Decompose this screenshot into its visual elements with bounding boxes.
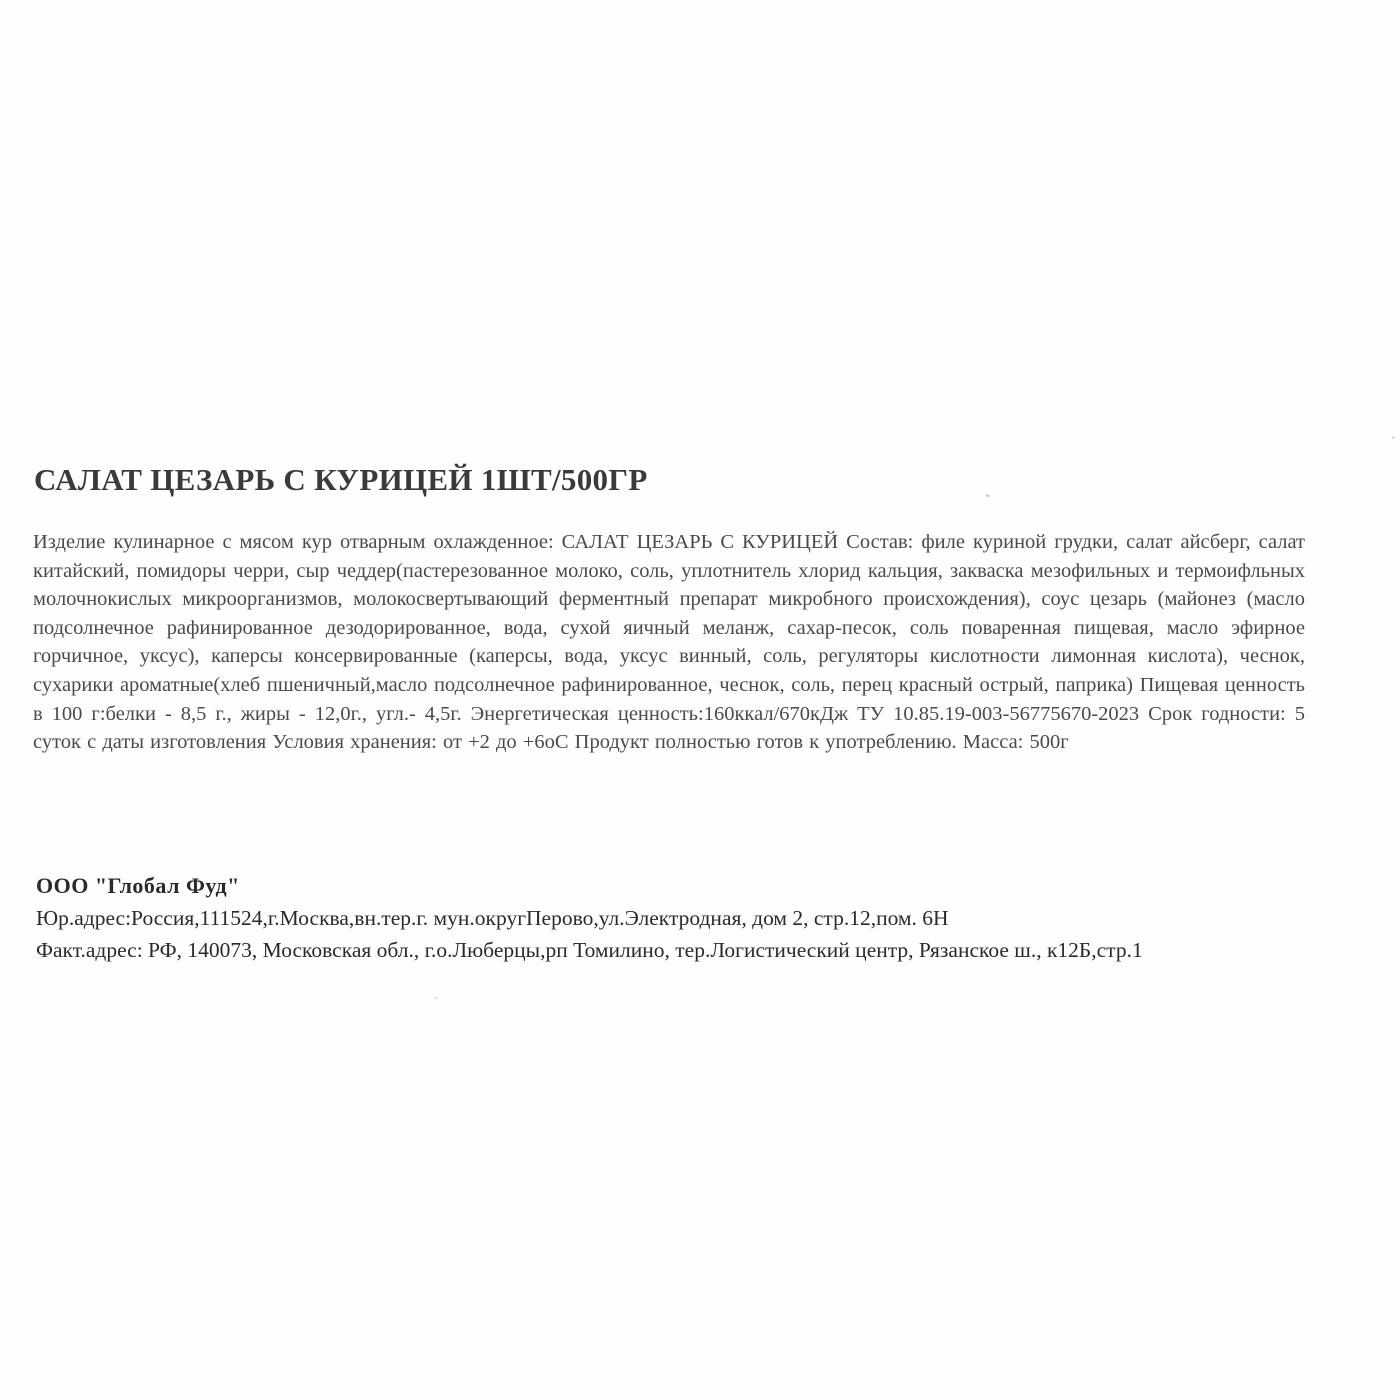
manufacturer-block xyxy=(36,870,1381,966)
manufacturer-name: ООО "Глобал Фуд" xyxy=(36,873,240,898)
print-speck xyxy=(1392,436,1395,439)
print-speck xyxy=(434,996,437,999)
product-title: САЛАТ ЦЕЗАРЬ С КУРИЦЕЙ 1ШТ/500ГР xyxy=(34,462,648,497)
print-speck xyxy=(986,494,989,497)
actual-address: Факт.адрес: РФ, 140073, Московская обл., г.о.Люберцы,рп Томилино, тер.Логистический центр, Рязанское ш., к12Б,стр.1 xyxy=(36,938,1143,962)
legal-address: Юр.адрес:Россия,111524,г.Москва,вн.тер.г. мун.округПерово,ул.Электродная, дом 2, стр.12,пом. 6Н xyxy=(36,906,949,930)
product-description: Изделие кулинарное с мясом кур отварным охлажденное: САЛАТ ЦЕЗАРЬ С КУРИЦЕЙ Состав: филе куриной грудки, салат айсберг, салат китайский, помидоры черри, сыр чеддер(пастерезованное молоко, соль, уплотнитель хлорид кальция, закваска мезофильных и термоифльных молочнокислых микроорганизмов, молокосвертывающий ферментный препарат микробного происхождения), соус цезарь (майонез (масло подсолнечное рафинированное дезодорированное, вода, сухой яичный меланж, сахар-песок, соль поваренная пищевая, масло эфирное горчичное, уксус), каперсы консервированные (каперсы, вода, уксус винный, соль, регуляторы кислотности лимонная кислота), чеснок, сухарики ароматные(хлеб пшеничный,масло подсолнечное рафинированное, чеснок, соль, перец красный острый, паприка) Пищевая ценность в 100 г:белки - 8,5 г., жиры - 12,0г., угл.- 4,5г. Энергетическая ценность:160ккал/670кДж ТУ 10.85.19-003-56775670-2023 Срок годности: 5 суток с даты изготовления Условия хранения: от +2 до +6оС Продукт полностью готов к употреблению. Масса: 500г xyxy=(33,531,1305,754)
